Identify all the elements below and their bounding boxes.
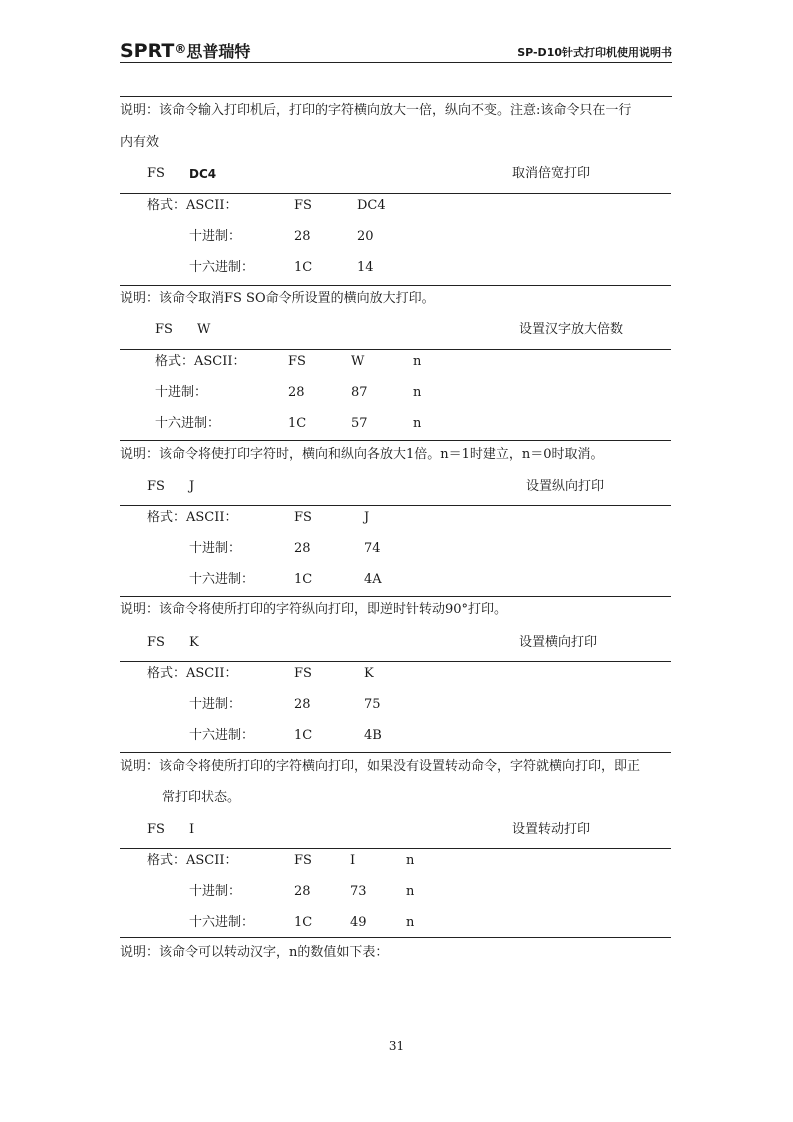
- format-value: FS: [294, 666, 312, 681]
- intro-line: 说明：该命令输入打印机后，打印的字符横向放大一倍，纵向不变。注意:该命令只在一行: [120, 103, 632, 118]
- command-note: 说明：该命令将使打印字符时，横向和纵向各放大1倍。n＝1时建立，n＝0时取消。: [120, 447, 604, 462]
- format-value: 28: [294, 697, 311, 712]
- table-rule: [120, 285, 671, 286]
- document-title: SP-D10针式打印机使用说明书: [517, 46, 672, 59]
- format-value: n: [413, 385, 422, 400]
- intro-line: 内有效: [120, 135, 160, 150]
- format-label: 格式：ASCII：: [147, 198, 238, 213]
- command-code: DC4: [189, 167, 217, 181]
- brand-logo: SPRT®思普瑞特: [120, 40, 251, 62]
- command-note: 说明：该命令将使所打印的字符横向打印，如果没有设置转动命令，字符就横向打印，即正: [120, 759, 641, 774]
- format-value: J: [364, 510, 370, 525]
- format-label: 格式：ASCII：: [147, 666, 238, 681]
- format-value: 28: [294, 541, 311, 556]
- format-label: 十六进制：: [189, 915, 255, 930]
- table-rule: [120, 440, 671, 441]
- format-value: 73: [350, 884, 367, 899]
- format-value: 1C: [294, 728, 313, 743]
- header-rule: [120, 62, 672, 63]
- table-rule: [120, 505, 671, 506]
- command-title: 设置纵向打印: [526, 479, 605, 494]
- command-title: 取消倍宽打印: [512, 166, 591, 181]
- format-value: 1C: [294, 260, 313, 275]
- table-rule: [120, 661, 671, 662]
- format-value: 49: [350, 915, 367, 930]
- command-note: 说明：该命令可以转动汉字，n的数值如下表：: [120, 945, 389, 960]
- table-rule: [120, 193, 671, 194]
- format-value: FS: [288, 354, 306, 369]
- format-value: n: [406, 884, 415, 899]
- command-code: FS: [147, 166, 165, 181]
- command-note: 说明：该命令取消FS SO命令所设置的横向放大打印。: [120, 291, 435, 306]
- format-value: n: [406, 853, 415, 868]
- format-value: 87: [351, 385, 368, 400]
- format-label: 十进制：: [189, 541, 242, 556]
- format-value: FS: [294, 853, 312, 868]
- format-value: 28: [294, 884, 311, 899]
- format-label: 格式：ASCII：: [147, 510, 238, 525]
- format-value: W: [351, 354, 365, 369]
- format-value: 57: [351, 416, 368, 431]
- table-rule: [120, 349, 671, 350]
- format-label: 十进制：: [189, 229, 242, 244]
- command-note: 常打印状态。: [162, 790, 241, 805]
- table-rule: [120, 937, 671, 938]
- command-code: FS: [147, 479, 165, 494]
- format-label: 十六进制：: [189, 260, 255, 275]
- format-value: FS: [294, 510, 312, 525]
- format-value: n: [413, 416, 422, 431]
- format-value: I: [350, 853, 356, 868]
- format-value: 28: [288, 385, 305, 400]
- format-value: 4A: [364, 572, 382, 587]
- format-label: 格式：ASCII：: [147, 853, 238, 868]
- command-code: FS: [147, 822, 165, 837]
- format-label: 十六进制：: [155, 416, 221, 431]
- format-value: 1C: [294, 572, 313, 587]
- format-label: 十六进制：: [189, 572, 255, 587]
- format-label: 十进制：: [155, 385, 208, 400]
- command-code: FS: [147, 635, 165, 650]
- format-value: n: [413, 354, 422, 369]
- format-value: 4B: [364, 728, 382, 743]
- format-value: 1C: [294, 915, 313, 930]
- table-rule: [120, 596, 671, 597]
- format-value: FS: [294, 198, 312, 213]
- format-value: 14: [357, 260, 374, 275]
- command-code: I: [189, 822, 195, 837]
- section-rule: [120, 96, 672, 97]
- format-label: 十进制：: [189, 697, 242, 712]
- format-label: 十进制：: [189, 884, 242, 899]
- table-rule: [120, 752, 671, 753]
- format-value: DC4: [357, 198, 386, 213]
- format-value: 75: [364, 697, 381, 712]
- format-label: 十六进制：: [189, 728, 255, 743]
- format-label: 格式：ASCII：: [155, 354, 246, 369]
- format-value: 28: [294, 229, 311, 244]
- command-title: 设置转动打印: [512, 822, 591, 837]
- command-title: 设置汉字放大倍数: [519, 322, 624, 337]
- format-value: 1C: [288, 416, 307, 431]
- page-number: 31: [388, 1039, 405, 1053]
- command-code: W: [197, 322, 211, 337]
- command-title: 设置横向打印: [519, 635, 598, 650]
- command-code: K: [189, 635, 199, 650]
- format-value: 74: [364, 541, 381, 556]
- format-value: n: [406, 915, 415, 930]
- command-note: 说明：该命令将使所打印的字符纵向打印，即逆时针转动90°打印。: [120, 602, 508, 617]
- table-rule: [120, 848, 671, 849]
- command-code: FS: [155, 322, 173, 337]
- command-code: J: [189, 479, 195, 494]
- format-value: 20: [357, 229, 374, 244]
- format-value: K: [364, 666, 374, 681]
